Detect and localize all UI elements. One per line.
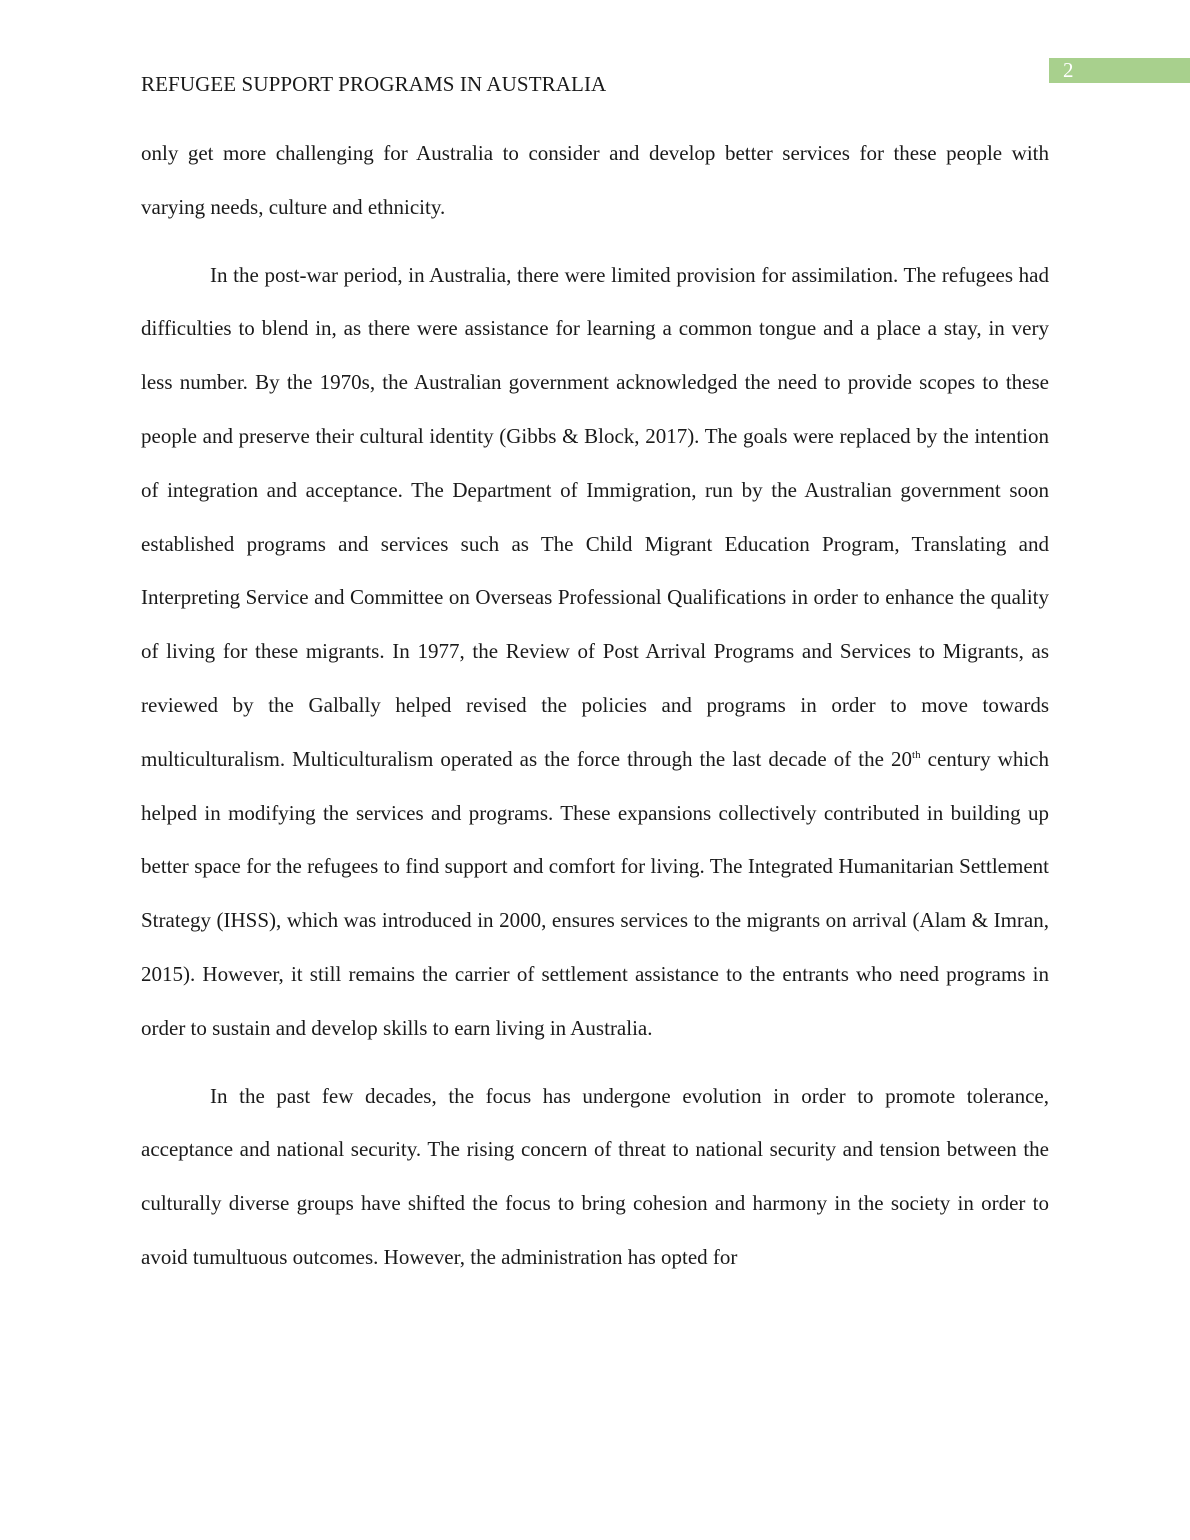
page-number-box [1049,58,1190,83]
paragraph-3: In the past few decades, the focus has undergone evolution in order to promote tolerance, acceptance and national security. The rising concern of threat to national security and tension between the culturally diverse groups have shifted the focus to bring cohesion and harmony in the society in order to avoid tumultuous outcomes. However, the administration has opted for [141,1083,1049,1269]
document-body [141,127,1049,1285]
running-head: REFUGEE SUPPORT PROGRAMS IN AUSTRALIA [141,72,607,96]
page-number: 2 [1063,58,1074,82]
paragraph-2 [141,249,1049,1056]
paragraph-2-text-a: In the post-war period, in Australia, there were limited provision for assimilation. The refugees had difficulties to blend in, as there were assistance for learning a common tongue and a place a stay, in very less number. By the 1970s, the Australian government acknowledged the need to provide scopes to these people and preserve their cultural identity (Gibbs & Block, 2017). The goals were replaced by the intention of integration and acceptance. The Department of Immigration, run by the Australian government soon established programs and services such as The Child Migrant Education Program, Translating and Interpreting Service and Committee on Overseas Professional Qualifications in order to enhance the quality of living for these migrants. In 1977, the Review of Post Arrival Programs and Services to Migrants, as reviewed by the Galbally helped revised the policies and programs in order to move towards multiculturalism. Multiculturalism operated as the force through the last decade of the 20 [141,262,1049,771]
paragraph-1: only get more challenging for Australia to consider and develop better services for these people with varying needs, culture and ethnicity. [141,141,1049,219]
paragraph-2-text-b: century which helped in modifying the services and programs. These expansions collectively contributed in building up better space for the refugees to find support and comfort for living. The Integrated Humanitarian Settlement Strategy (IHSS), which was introduced in 2000, ensures services to the migrants on arrival (Alam & Imran, 2015). However, it still remains the carrier of settlement assistance to the entrants who need programs in order to sustain and develop skills to earn living in Australia. [141,746,1049,1040]
superscript-th: th [912,748,921,761]
